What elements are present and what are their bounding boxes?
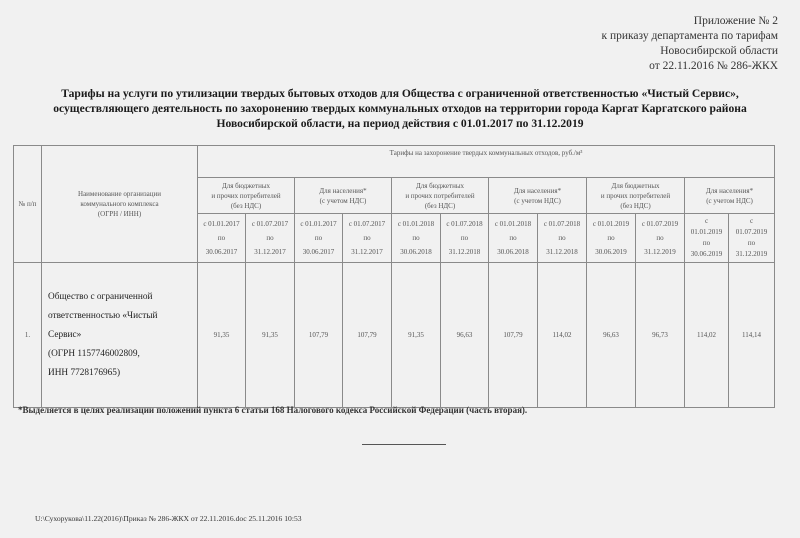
period-sep: по — [460, 234, 469, 242]
document-title — [20, 86, 780, 131]
period-header — [685, 214, 729, 263]
period-header — [343, 214, 392, 263]
group-line: и прочих потребителей — [211, 191, 281, 200]
group-line: Для бюджетных — [221, 181, 271, 190]
tariffs-table — [13, 145, 775, 408]
file-path: U:\Сухорукова\11.22(2016)\Приказ № 286-ЖКХ от 22.11.2016.doc 25.11.2016 10:53 — [35, 514, 302, 523]
table-row — [14, 263, 775, 408]
period-header — [489, 214, 538, 263]
period-from: с 01.07.2019 — [641, 220, 679, 228]
tariff-value: 91,35 — [246, 263, 295, 408]
appendix-line: Новосибирской области — [660, 45, 778, 57]
period-from: с — [704, 217, 709, 225]
period-to: 30.06.2019 — [595, 248, 627, 256]
period-header — [729, 214, 775, 263]
group-line: (с учетом НДС) — [706, 196, 753, 205]
tariff-value: 91,35 — [392, 263, 441, 408]
appendix-line: от 22.11.2016 № 286-ЖКХ — [649, 60, 778, 72]
header-org-line: коммунального комплекса — [80, 200, 159, 208]
tariff-value: 96,73 — [636, 263, 685, 408]
group-header — [489, 178, 587, 214]
appendix-line: Приложение № 2 — [693, 15, 778, 27]
period-to: 31.12.2019 — [644, 248, 676, 256]
period-sep: по — [217, 234, 226, 242]
period-from: с 01.07.2018 — [543, 220, 581, 228]
group-header — [587, 178, 685, 214]
tariff-value: 91,35 — [198, 263, 246, 408]
period-to: 31.12.2017 — [351, 248, 383, 256]
period-sep: по — [702, 239, 711, 247]
period-from: с 01.01.2018 — [494, 220, 532, 228]
period-to: 31.12.2018 — [546, 248, 578, 256]
period-sep: по — [747, 239, 756, 247]
group-header — [392, 178, 489, 214]
header-organization — [42, 146, 198, 263]
tariff-value: 107,79 — [295, 263, 343, 408]
tariff-value: 114,14 — [729, 263, 775, 408]
title-line: осуществляющего деятельность по захоронению твердых коммунальных отходов на территории города Каргат Каргатского района — [53, 102, 747, 115]
org-line: Общество с ограниченной — [48, 291, 153, 302]
period-sep: по — [266, 234, 274, 242]
period-to: 31.12.2019 — [735, 250, 768, 258]
group-line: Для населения* — [705, 186, 754, 195]
period-header — [246, 214, 295, 263]
period-sep: по — [656, 234, 664, 242]
period-from: с 01.01.2018 — [397, 220, 435, 228]
tariff-value: 107,79 — [489, 263, 538, 408]
group-line: Для бюджетных — [415, 181, 465, 190]
period-header — [636, 214, 685, 263]
period-from: с 01.01.2019 — [592, 220, 630, 228]
signature-line — [362, 444, 446, 445]
tariff-value: 107,79 — [343, 263, 392, 408]
tariff-value: 114,02 — [538, 263, 587, 408]
period-header — [441, 214, 489, 263]
period-to: 30.06.2017 — [205, 248, 238, 256]
period-header — [392, 214, 441, 263]
period-from: с 01.01.2017 — [203, 220, 240, 228]
group-line: и прочих потребителей — [600, 191, 671, 200]
group-line: (без НДС) — [620, 201, 651, 210]
period-header — [538, 214, 587, 263]
group-line: (без НДС) — [424, 201, 456, 210]
row-number: 1. — [14, 263, 42, 408]
appendix-line: к приказу департамента по тарифам — [601, 30, 778, 42]
title-line: Новосибирской области, на период действия с 01.01.2017 по 31.12.2019 — [216, 117, 584, 130]
period-sep: по — [607, 234, 615, 242]
org-line: ответственностью «Чистый — [48, 310, 158, 321]
org-line: ИНН 7728176965) — [48, 367, 121, 378]
period-sep: по — [509, 234, 517, 242]
group-line: (без НДС) — [230, 201, 262, 210]
period-from: с 01.07.2017 — [348, 220, 386, 228]
period-to: 30.06.2017 — [302, 248, 335, 256]
period-from: с 01.01.2017 — [300, 220, 337, 228]
group-line: Для бюджетных — [611, 181, 660, 190]
group-header — [198, 178, 295, 214]
period-from-date: 01.01.2019 — [690, 228, 723, 236]
period-sep: по — [363, 234, 371, 242]
period-to: 30.06.2018 — [497, 248, 529, 256]
period-to: 30.06.2018 — [400, 248, 432, 256]
period-sep: по — [314, 234, 323, 242]
title-line: Тарифы на услуги по утилизации твердых бытовых отходов для Общества с ограниченной ответственностью «Чистый Сервис», — [61, 87, 739, 100]
group-header — [685, 178, 775, 214]
group-line: и прочих потребителей — [405, 191, 475, 200]
tariff-value: 114,02 — [685, 263, 729, 408]
period-to: 31.12.2017 — [254, 248, 286, 256]
period-to: 31.12.2018 — [448, 248, 481, 256]
tariff-value: 96,63 — [587, 263, 636, 408]
period-sep: по — [412, 234, 420, 242]
header-tariffs: Тарифы на захоронение твердых коммунальных отходов, руб./м³ — [198, 146, 775, 178]
org-line: Сервис» — [48, 329, 82, 340]
period-from: с — [749, 217, 754, 225]
group-line: (с учетом НДС) — [319, 196, 367, 205]
group-header — [295, 178, 392, 214]
period-header — [198, 214, 246, 263]
header-org-line: Наименование организации — [78, 190, 161, 198]
period-from: с 01.07.2018 — [446, 220, 483, 228]
group-line: Для населения* — [513, 186, 562, 195]
org-line: (ОГРН 1157746002809, — [48, 348, 140, 359]
footnote: *Выделяется в целях реализации положений пункта 6 статьи 168 Налогового кодекса Российской Федерации (часть вторая). — [18, 405, 528, 415]
appendix-header — [601, 14, 778, 74]
period-from: с 01.07.2017 — [251, 220, 289, 228]
header-org-line: (ОГРН / ИНН) — [97, 210, 142, 218]
period-from-date: 01.07.2019 — [735, 228, 768, 236]
period-header — [295, 214, 343, 263]
period-to: 30.06.2019 — [690, 250, 723, 258]
group-line: Для населения* — [319, 186, 367, 195]
group-line: (с учетом НДС) — [514, 196, 561, 205]
tariff-value: 96,63 — [441, 263, 489, 408]
period-header — [587, 214, 636, 263]
organization-name — [42, 263, 198, 408]
period-sep: по — [558, 234, 566, 242]
header-number: № п/п — [14, 146, 42, 263]
